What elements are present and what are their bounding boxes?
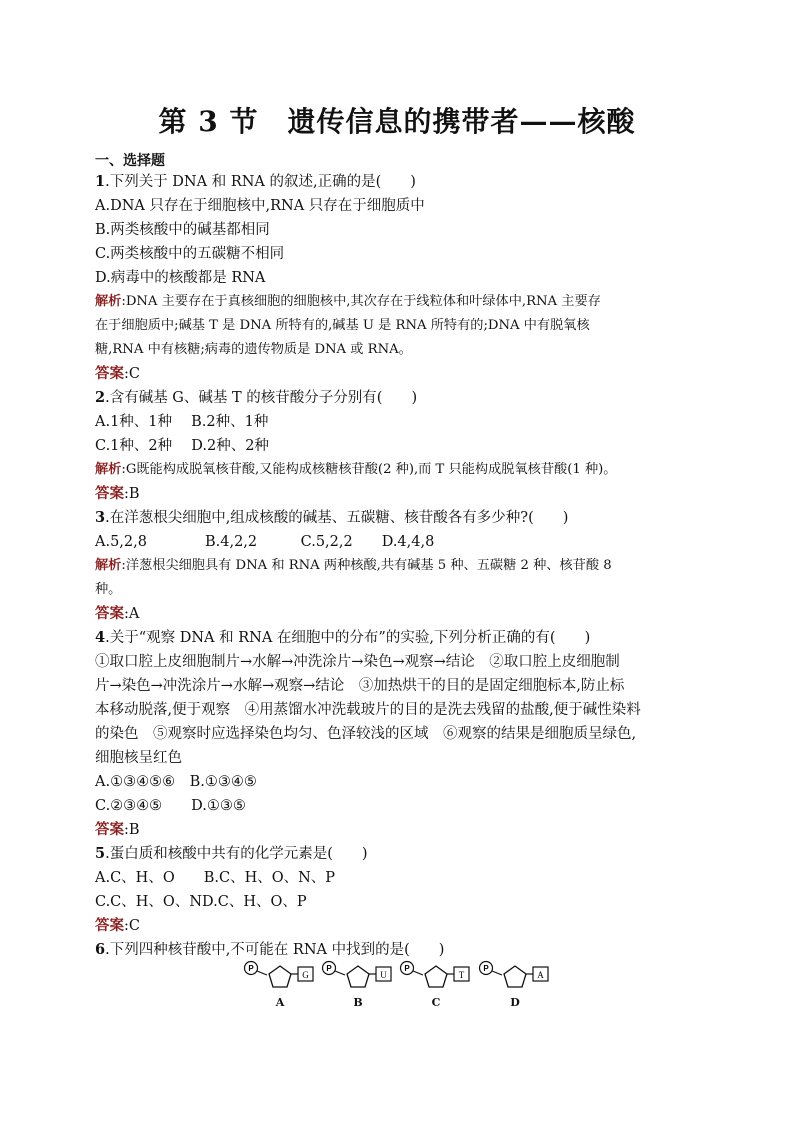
section-heading: 一、选择题 xyxy=(95,153,165,169)
base-letter: T xyxy=(458,970,465,980)
question-text: .蛋白质和核酸中共有的化学元素是( ) xyxy=(105,846,368,862)
question-text: .下列关于 DNA 和 RNA 的叙述,正确的是( ) xyxy=(105,174,416,190)
answer-label: 答案 xyxy=(95,485,124,502)
question-text: .在洋葱根尖细胞中,组成核酸的碱基、五碳糖、核苷酸各有多少种?( ) xyxy=(105,510,569,526)
analysis-label: 解析 xyxy=(95,294,122,309)
question-3-options-row: A.5,2,8 B.4,2,2 C.5,2,2 D.4,4,8 xyxy=(95,534,435,550)
answer-label: 答案 xyxy=(95,917,124,934)
nucleotide-figure-d xyxy=(478,958,558,1014)
question-number: 1 xyxy=(95,173,106,190)
phosphate-letter: P xyxy=(483,964,489,973)
answer-label: 答案 xyxy=(95,365,124,382)
question-2-options-row: C.1种、2种 D.2种、2种 xyxy=(95,438,269,454)
question-4-stem xyxy=(95,628,590,648)
figure-label: D xyxy=(510,996,520,1009)
base-letter: G xyxy=(302,970,309,980)
question-6-stem xyxy=(95,940,444,960)
base-letter: A xyxy=(537,970,544,980)
question-1-option-d: D.病毒中的核酸都是 RNA xyxy=(95,270,266,286)
nucleotide-diagram xyxy=(399,958,479,998)
question-1-answer xyxy=(95,364,140,384)
nucleotide-diagram xyxy=(478,958,558,998)
answer-text: :B xyxy=(124,486,140,502)
question-number: 3 xyxy=(95,509,106,526)
question-1-analysis-line: 在于细胞质中;碱基 T 是 DNA 所特有的,碱基 U 是 RNA 所特有的;DNA 中有脱氧核 xyxy=(95,318,590,333)
question-text: .下列四种核苷酸中,不可能在 RNA 中找到的是( ) xyxy=(105,942,445,958)
question-4-statement-line: 片→染色→冲洗涂片→水解→观察→结论 ③加热烘干的目的是固定细胞标本,防止标 xyxy=(95,678,625,694)
question-number: 5 xyxy=(95,845,106,862)
question-4-answer xyxy=(95,820,140,840)
nucleotide-diagram xyxy=(243,958,323,998)
question-4-options-row: A.①③④⑤⑥ B.①③④⑤ xyxy=(95,774,257,790)
question-1-stem xyxy=(95,172,416,192)
question-3-analysis-line: 种。 xyxy=(95,582,122,597)
question-5-answer xyxy=(95,916,140,936)
question-1-option-b: B.两类核酸中的碱基都相同 xyxy=(95,222,270,238)
answer-text: :C xyxy=(124,918,140,934)
analysis-label: 解析 xyxy=(95,462,122,477)
question-3-stem xyxy=(95,508,568,528)
analysis-text: :洋葱根尖细胞具有 DNA 和 RNA 两种核酸,共有碱基 5 种、五碳糖 2 种、核苷酸 8 xyxy=(121,558,612,573)
question-number: 2 xyxy=(95,389,106,406)
question-number: 6 xyxy=(95,941,106,958)
figure-label: C xyxy=(431,996,441,1009)
analysis-label: 解析 xyxy=(95,558,122,573)
question-text: .关于“观察 DNA 和 RNA 在细胞中的分布”的实验,下列分析正确的有( ) xyxy=(105,630,591,646)
phosphate-letter: P xyxy=(326,964,332,973)
figure-label: A xyxy=(275,996,285,1009)
analysis-text: :G既能构成脱氧核苷酸,又能构成核糖核苷酸(2 种),而 T 只能构成脱氧核苷酸(1 种)。 xyxy=(121,462,617,477)
analysis-text: :DNA 主要存在于真核细胞的细胞核中,其次存在于线粒体和叶绿体中,RNA 主要存 xyxy=(121,294,601,309)
question-2-answer xyxy=(95,484,140,504)
question-2-stem xyxy=(95,388,417,408)
question-4-statement-line: 的染色 ⑤观察时应选择染色均匀、色泽较浅的区域 ⑥观察的结果是细胞质呈绿色, xyxy=(95,726,637,742)
nucleotide-figure-b xyxy=(321,958,401,1014)
question-5-stem xyxy=(95,844,368,864)
answer-text: :B xyxy=(124,822,140,838)
question-4-options-row: C.②③④⑤ D.①③⑤ xyxy=(95,798,246,814)
question-5-options-row: C.C、H、O、ND.C、H、O、P xyxy=(95,894,307,910)
question-4-statement-line: ①取口腔上皮细胞制片→水解→冲洗涂片→染色→观察→结论 ②取口腔上皮细胞制 xyxy=(95,654,620,670)
question-4-statement-line: 细胞核呈红色 xyxy=(95,750,182,766)
answer-label: 答案 xyxy=(95,605,124,622)
figure-label: B xyxy=(353,996,363,1009)
question-2-analysis-line xyxy=(95,460,616,480)
question-1-option-c: C.两类核酸中的五碳糖不相同 xyxy=(95,246,285,262)
question-text: .含有碱基 G、碱基 T 的核苷酸分子分别有( ) xyxy=(105,390,418,406)
question-1-analysis-line xyxy=(95,292,601,312)
question-1-analysis-line: 糖,RNA 中有核糖;病毒的遗传物质是 DNA 或 RNA。 xyxy=(95,342,412,357)
question-number: 4 xyxy=(95,629,106,646)
question-2-options-row: A.1种、1种 B.2种、1种 xyxy=(95,414,269,430)
page-title: 第 3 节 遗传信息的携带者——核酸 xyxy=(158,105,636,138)
question-3-answer xyxy=(95,604,139,624)
phosphate-letter: P xyxy=(248,964,254,973)
answer-text: :C xyxy=(124,366,140,382)
nucleotide-figure-a xyxy=(243,958,323,1014)
answer-text: :A xyxy=(124,606,140,622)
nucleotide-diagram xyxy=(321,958,401,998)
nucleotide-figure-c xyxy=(399,958,479,1014)
answer-label: 答案 xyxy=(95,821,124,838)
question-4-statement-line: 本移动脱落,便于观察 ④用蒸馏水冲洗载玻片的目的是洗去残留的盐酸,便于碱性染料 xyxy=(95,702,641,718)
question-3-analysis-line xyxy=(95,556,612,576)
phosphate-letter: P xyxy=(404,964,410,973)
base-letter: U xyxy=(380,970,387,980)
question-1-option-a: A.DNA 只存在于细胞核中,RNA 只存在于细胞质中 xyxy=(95,198,425,214)
question-5-options-row: A.C、H、O B.C、H、O、N、P xyxy=(95,870,336,886)
